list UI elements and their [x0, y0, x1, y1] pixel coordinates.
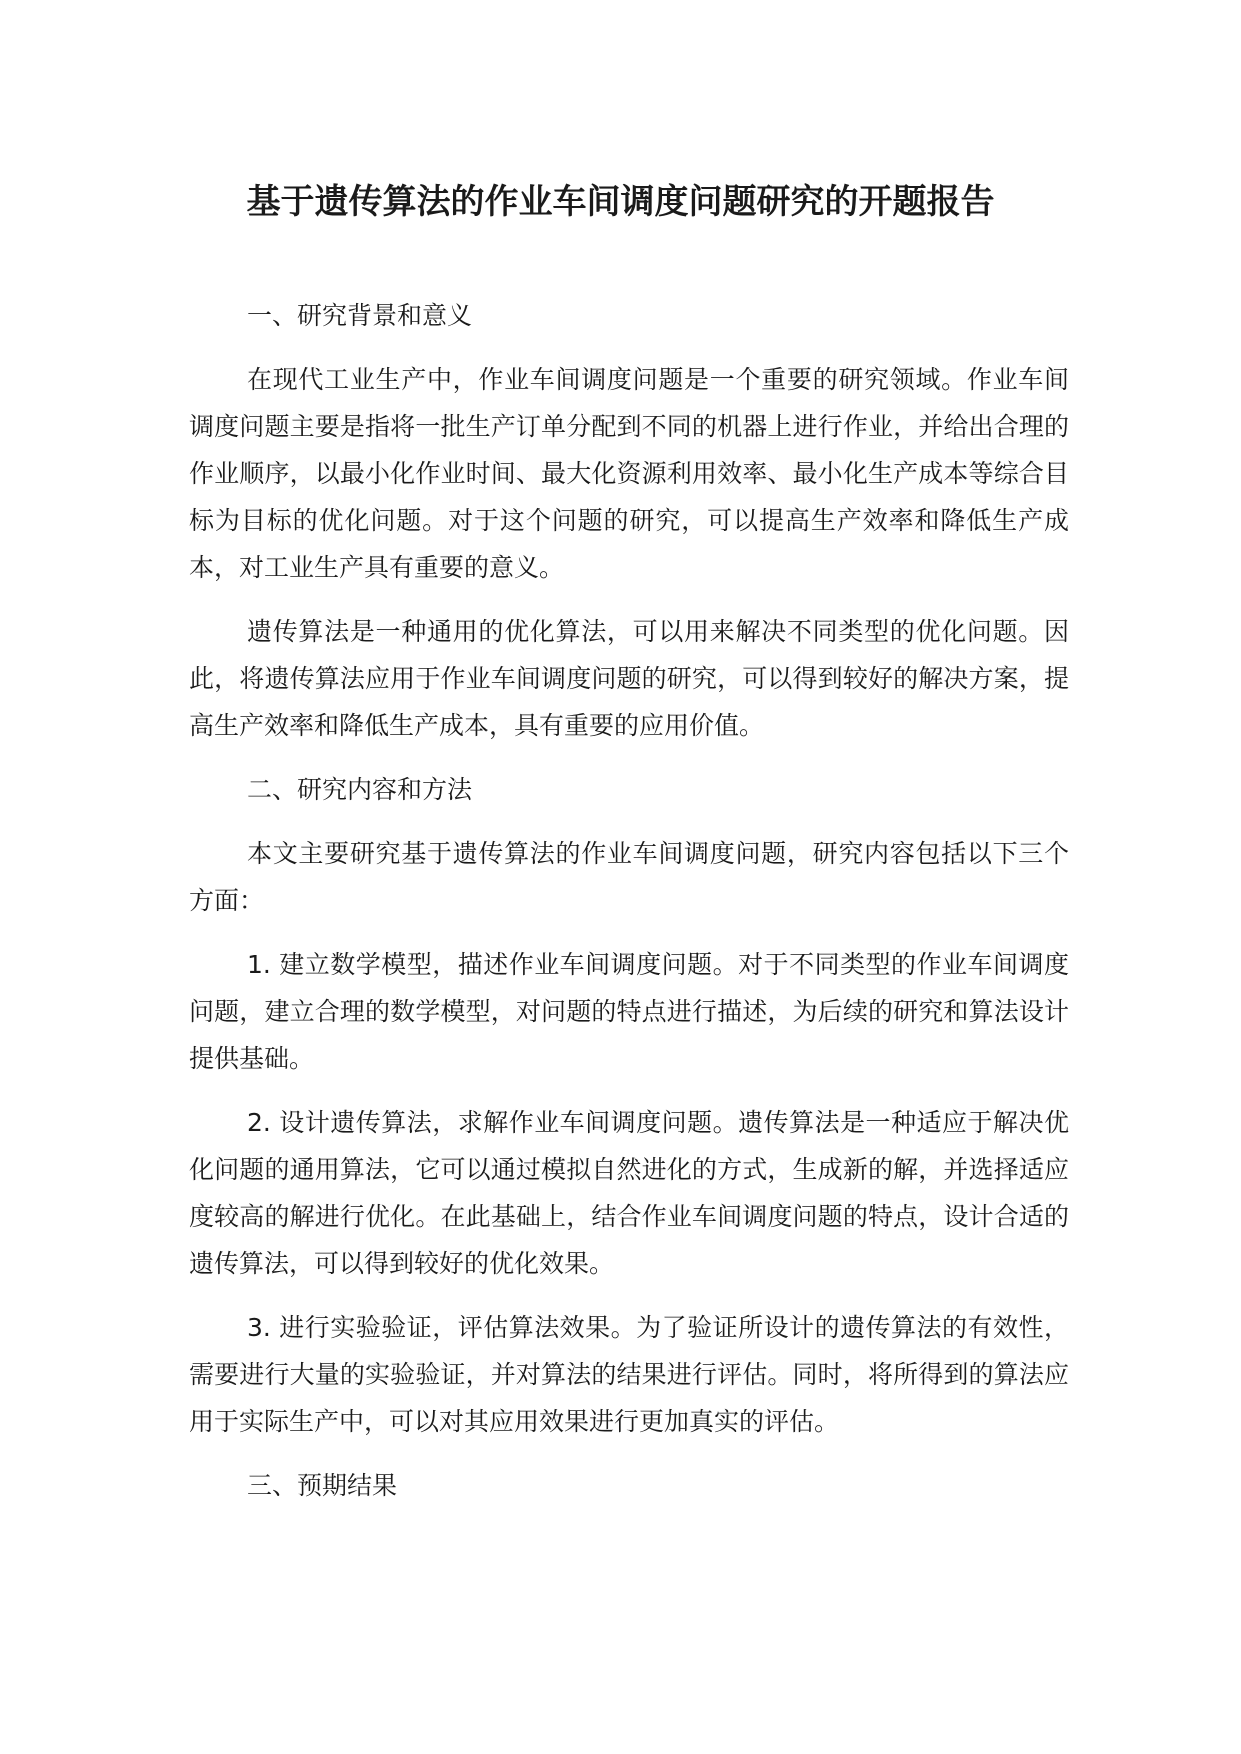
document-body: [189, 292, 1069, 1509]
document-title: 基于遗传算法的作业车间调度问题研究的开题报告: [246, 182, 995, 222]
list-item-design-algorithm: 2. 设计遗传算法，求解作业车间调度问题。遗传算法是一种适应于解决优化问题的通用算法，它可以通过模拟自然进化的方式，生成新的解，并选择适应度较高的解进行优化。在此基础上，结合作业车间调度问题的特点，设计合适的遗传算法，可以得到较好的优化效果。: [189, 1108, 1069, 1278]
list-item-experiment: 3. 进行实验验证，评估算法效果。为了验证所设计的遗传算法的有效性，需要进行大量的实验验证，并对算法的结果进行评估。同时，将所得到的算法应用于实际生产中，可以对其应用效果进行更加真实的评估。: [189, 1313, 1069, 1436]
section-heading-background: 一、研究背景和意义: [247, 301, 473, 330]
paragraph-research-overview: 本文主要研究基于遗传算法的作业车间调度问题，研究内容包括以下三个方面：: [189, 839, 1069, 915]
paragraph-background: 在现代工业生产中，作业车间调度问题是一个重要的研究领域。作业车间调度问题主要是指将一批生产订单分配到不同的机器上进行作业，并给出合理的作业顺序，以最小化作业时间、最大化资源利用效率、最小化生产成本等综合目标为目标的优化问题。对于这个问题的研究，可以提高生产效率和降低生产成本，对工业生产具有重要的意义。: [189, 365, 1069, 582]
list-item-math-model: 1. 建立数学模型，描述作业车间调度问题。对于不同类型的作业车间调度问题，建立合理的数学模型，对问题的特点进行描述，为后续的研究和算法设计提供基础。: [189, 950, 1069, 1073]
section-heading-content-methods: 二、研究内容和方法: [247, 775, 473, 804]
section-heading-expected-results: 三、预期结果: [247, 1471, 398, 1500]
paragraph-genetic-algorithm: 遗传算法是一种通用的优化算法，可以用来解决不同类型的优化问题。因此，将遗传算法应用于作业车间调度问题的研究，可以得到较好的解决方案，提高生产效率和降低生产成本，具有重要的应用价值。: [189, 617, 1069, 740]
